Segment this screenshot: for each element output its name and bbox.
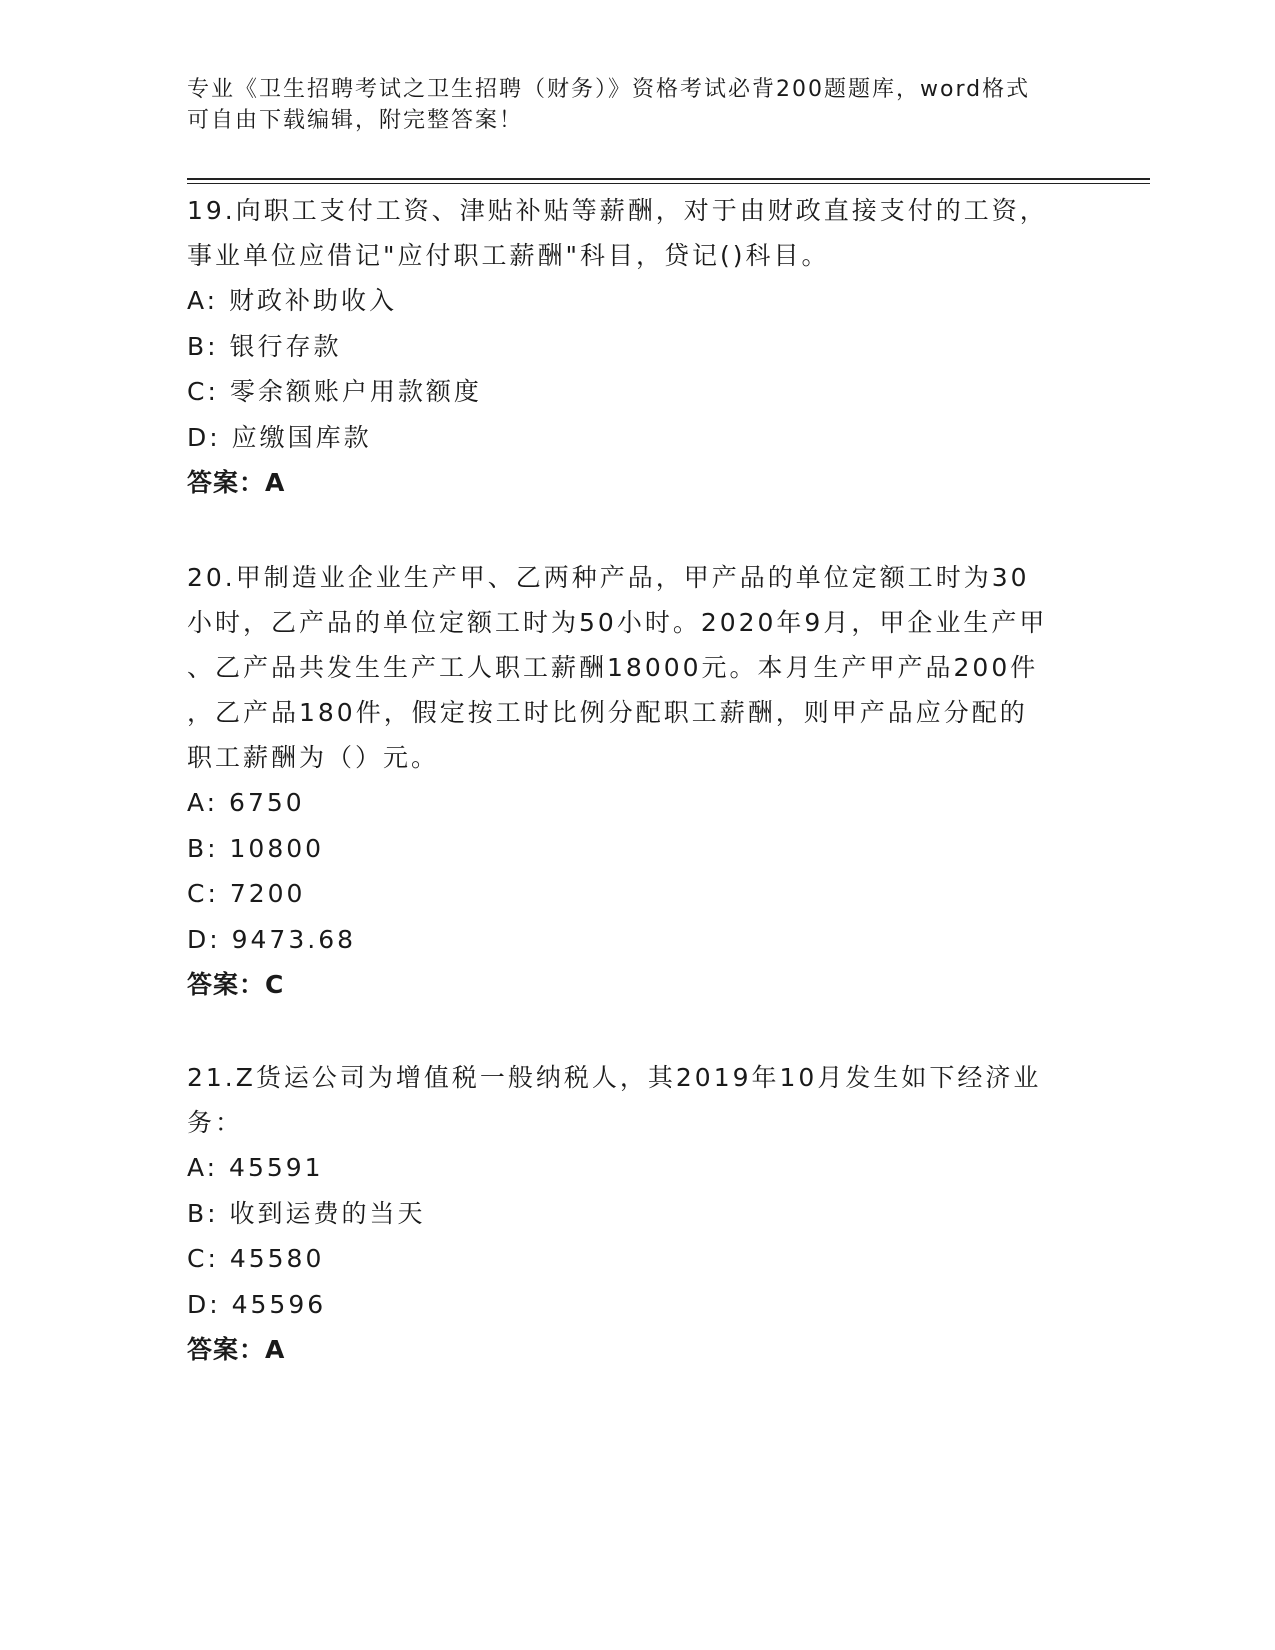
option-d: D: 45596 — [187, 1289, 327, 1319]
option-c: C: 零余额账户用款额度 — [187, 377, 482, 406]
stem-line: 19.向职工支付工资、津贴补贴等薪酬，对于由财政直接支付的工资， — [187, 196, 1048, 225]
option-a: A: 6750 — [187, 788, 305, 817]
header-line-1: 专业《卫生招聘考试之卫生招聘（财务）》资格考试必背200题题库，word格式 — [187, 77, 1031, 102]
option-b: B: 10800 — [187, 833, 325, 863]
header-divider-thick — [187, 178, 1150, 180]
answer: 答案：C — [187, 970, 285, 999]
header-divider-thin — [187, 183, 1150, 184]
stem-line: 职工薪酬为（）元。 — [187, 743, 440, 772]
question-20 — [187, 555, 1087, 1007]
option-a: A: 45591 — [187, 1153, 324, 1182]
question-21 — [187, 1055, 1087, 1372]
stem-line: 、乙产品共发生生产工人职工薪酬18000元。本月生产甲产品200件 — [187, 653, 1039, 682]
stem-line: 务： — [187, 1108, 244, 1137]
header-line-2: 可自由下载编辑，附完整答案！ — [187, 108, 524, 133]
question-stem — [187, 188, 1087, 278]
option-d: D: 9473.68 — [187, 924, 357, 954]
option-b: B: 银行存款 — [187, 331, 342, 361]
question-stem — [187, 1055, 1087, 1145]
option-a: A: 财政补助收入 — [187, 286, 398, 315]
option-b: B: 收到运费的当天 — [187, 1198, 426, 1228]
stem-line: 20.甲制造业企业生产甲、乙两种产品，甲产品的单位定额工时为30 — [187, 563, 1030, 592]
answer: 答案：A — [187, 1335, 286, 1364]
stem-line: 21.Z货运公司为增值税一般纳税人，其2019年10月发生如下经济业 — [187, 1063, 1042, 1092]
option-c: C: 45580 — [187, 1244, 325, 1273]
option-c: C: 7200 — [187, 879, 306, 908]
option-d: D: 应缴国库款 — [187, 422, 372, 452]
question-stem — [187, 555, 1087, 780]
stem-line: 小时，乙产品的单位定额工时为50小时。2020年9月，甲企业生产甲 — [187, 608, 1048, 637]
question-19 — [187, 188, 1087, 505]
document-header — [187, 74, 1087, 136]
answer: 答案：A — [187, 468, 286, 497]
stem-line: 事业单位应借记"应付职工薪酬"科目，贷记()科目。 — [187, 241, 830, 270]
stem-line: ，乙产品180件，假定按工时比例分配职工薪酬，则甲产品应分配的 — [187, 698, 1028, 727]
